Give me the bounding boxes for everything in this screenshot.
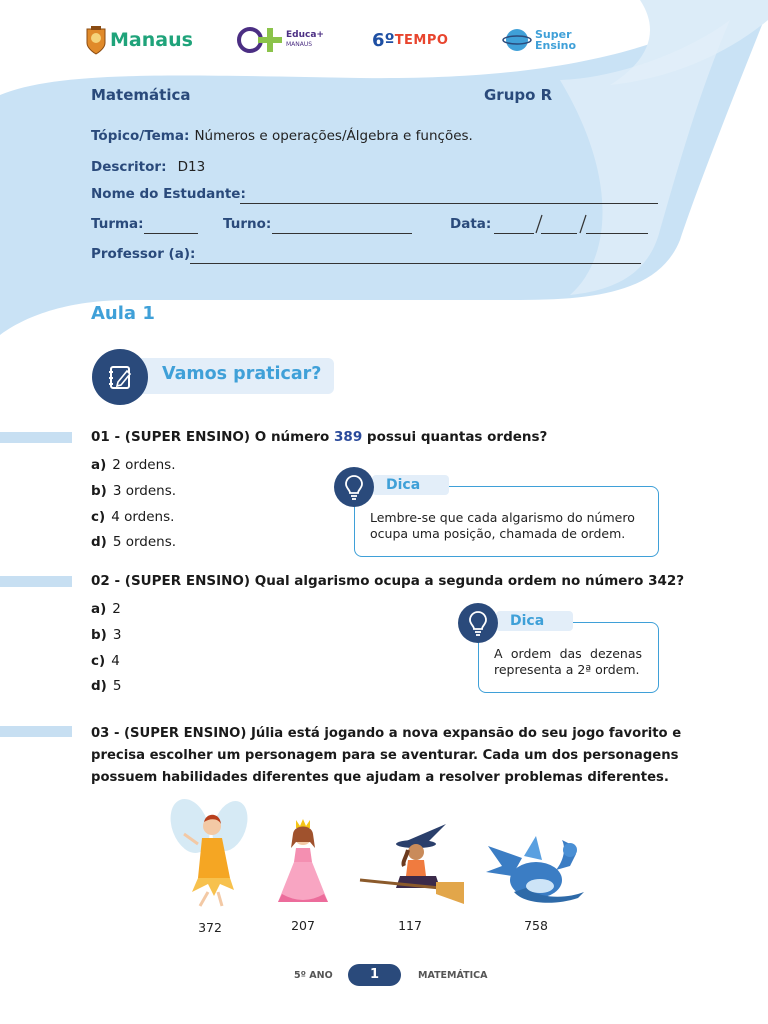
lesson-title: Aula 1 [91,303,155,324]
footer-subject: MATEMÁTICA [418,970,488,981]
educa-logo-subtext: MANAUS [286,41,313,48]
page-number: 1 [348,964,401,986]
question-1-text [91,429,547,445]
dragon-illustration[interactable] [484,832,588,910]
topic-value: Números e operações/Álgebra e funções. [194,128,473,144]
q1-tip-line-1: Lembre-se que cada algarismo do número [370,510,635,525]
sexto-tempo-number: 6º [372,29,395,51]
option-text: 3 ordens. [112,483,177,499]
date-separator-1 [534,214,544,234]
option-text: 2 ordens. [112,457,176,473]
topic-row [91,125,473,144]
question-2-text: 02 - (SUPER ENSINO) Qual algarismo ocupa a segunda ordem no número 342? [91,573,685,589]
q1-option-a[interactable] [91,457,176,473]
option-letter: b) [91,627,107,643]
q1-option-b[interactable] [91,483,176,499]
class-field[interactable] [144,233,198,234]
notebook-pencil-icon [92,349,148,405]
q2-tip-line-1: A ordem das dezenas [494,646,642,661]
lightbulb-icon [458,603,498,643]
date-label: Data: [450,216,492,232]
option-letter: d) [91,534,107,550]
question-marker [0,726,72,737]
question-3-line-3: possuem habilidades diferentes que ajudam a resolver problemas diferentes. [91,770,669,785]
option-text: 3 [112,627,122,643]
option-letter: c) [91,653,106,669]
option-text: 2 [112,601,121,617]
princess-illustration[interactable] [272,816,334,908]
date-day-field[interactable] [494,233,534,234]
option-text: 4 ordens. [111,509,175,525]
descriptor-label: Descritor: [91,159,167,175]
question-3-line-2: precisa escolher um personagem para se aventurar. Cada um dos personagens [91,748,679,763]
option-letter: b) [91,483,107,499]
option-letter: a) [91,601,107,617]
question-marker [0,576,72,587]
q1-tip-title: Dica [372,475,449,495]
educa-logo [236,22,324,58]
witch-value: 117 [398,918,422,933]
practice-title: Vamos praticar? [162,364,322,384]
date-year-field[interactable] [586,233,648,234]
manaus-logo-text: Manaus [110,29,193,51]
teacher-label: Professor (a): [91,246,196,262]
super-ensino-text-2: Ensino [535,39,577,52]
option-letter: c) [91,509,106,525]
lightbulb-icon [334,467,374,507]
q2-option-b[interactable] [91,627,121,643]
question-1-number: 389 [334,429,363,445]
sexto-tempo-text: TEMPO [394,32,449,48]
super-ensino-text-1: Super [535,28,572,41]
educa-mark-icon [236,26,284,54]
group-title: Grupo R [484,86,553,104]
manaus-logo [84,22,193,58]
q2-option-a[interactable] [91,601,121,617]
question-marker [0,432,72,443]
q1-option-d[interactable] [91,534,176,550]
dragon-value: 758 [524,918,548,933]
shift-label: Turno: [223,216,272,232]
descriptor-row [91,156,205,175]
shift-field[interactable] [272,233,412,234]
question-1-prefix: 01 - (SUPER ENSINO) O número [91,429,335,445]
option-letter: d) [91,678,107,694]
fairy-illustration[interactable] [168,796,250,908]
sexto-tempo-logo [372,22,448,58]
q1-option-c[interactable] [91,509,174,525]
q2-option-d[interactable] [91,678,121,694]
q1-tip-text [370,510,635,542]
super-ensino-planet-icon [502,26,532,54]
option-text: 5 [112,678,122,694]
question-1-suffix: possui quantas ordens? [362,429,548,445]
q2-tip-line-2: representa a 2ª ordem. [494,662,640,677]
princess-value: 207 [291,918,315,933]
q2-option-c[interactable] [91,653,120,669]
option-text: 4 [111,653,120,669]
super-ensino-logo [502,22,576,58]
descriptor-value: D13 [177,159,206,175]
footer-grade: 5º ANO [294,970,333,981]
topic-label: Tópico/Tema: [91,128,190,144]
teacher-field[interactable] [190,263,641,264]
q2-tip-text [494,646,642,678]
q1-tip-line-2: ocupa uma posição, chamada de ordem. [370,526,626,541]
practice-banner [92,349,334,403]
subject-title: Matemática [91,86,191,104]
fairy-value: 372 [198,920,222,935]
student-name-field[interactable] [240,203,658,204]
date-month-field[interactable] [541,233,577,234]
educa-logo-text: Educa+ [286,30,324,40]
student-name-label: Nome do Estudante: [91,186,246,202]
manaus-crest-icon [84,25,108,55]
question-3-line-1: 03 - (SUPER ENSINO) Júlia está jogando a nova expansão do seu jogo favorito e [91,726,682,741]
q2-tip-title: Dica [496,611,573,631]
witch-illustration[interactable] [356,822,466,910]
date-separator-2 [578,214,588,234]
option-letter: a) [91,457,107,473]
question-3-text [91,723,682,789]
class-label: Turma: [91,216,144,232]
option-text: 5 ordens. [112,534,177,550]
